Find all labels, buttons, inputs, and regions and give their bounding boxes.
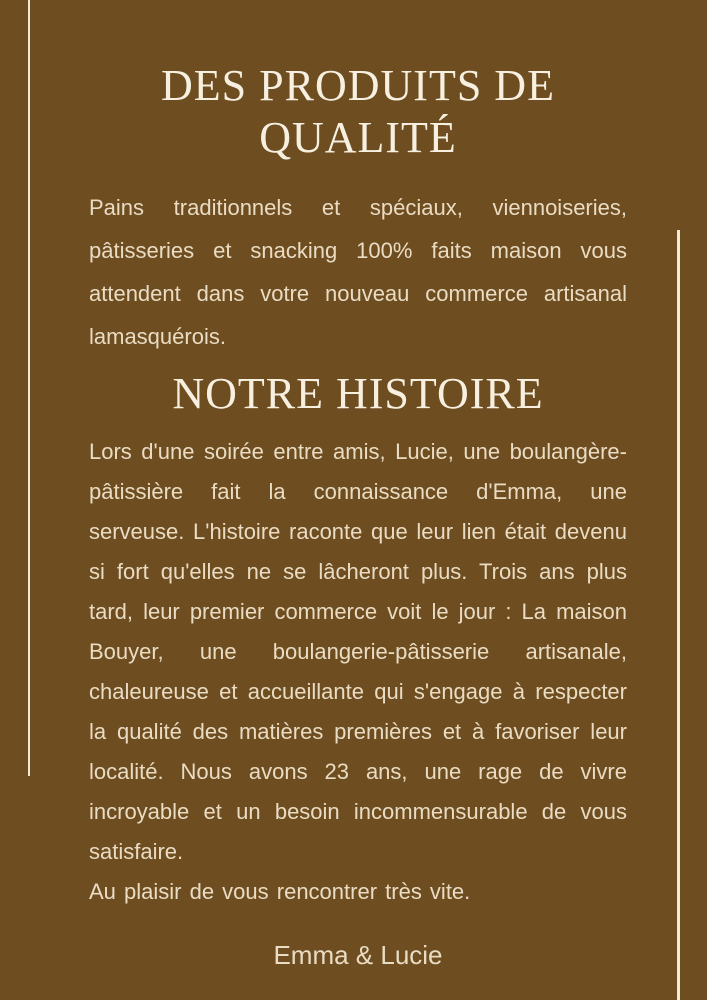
history-paragraph: Lors d'une soirée entre amis, Lucie, une boulangère-pâtissière fait la connaissance d'Emma, une serveuse. L'histoire raconte que leur lien était devenu si fort qu'elles ne se lâcheront plus. Trois ans plus tard, leur premier commerce voit le jour : La maison Bouyer, une boulangerie-pâtisserie artisanale, chaleureuse et accueillante qui s'engage à respecter la qualité des matières premières et à favoriser leur localité. Nous avons 23 ans, une rage de vivre incroyable et un besoin incommensurable de vous satisfaire. xyxy=(89,439,627,864)
closing-line: Au plaisir de vous rencontrer très vite. xyxy=(89,879,471,904)
left-border-rule xyxy=(28,0,30,776)
signature: Emma & Lucie xyxy=(273,940,443,970)
products-heading: DES PRODUITS DE QUALITÉ xyxy=(161,61,555,162)
flyer-content xyxy=(89,0,627,971)
products-paragraph: Pains traditionnels et spéciaux, viennoiseries, pâtisseries et snacking 100% faits maison vous attendent dans votre nouveau commerce artisanal lamasquérois. xyxy=(89,195,627,349)
right-border-rule xyxy=(677,230,680,1000)
history-heading: NOTRE HISTOIRE xyxy=(172,369,544,418)
